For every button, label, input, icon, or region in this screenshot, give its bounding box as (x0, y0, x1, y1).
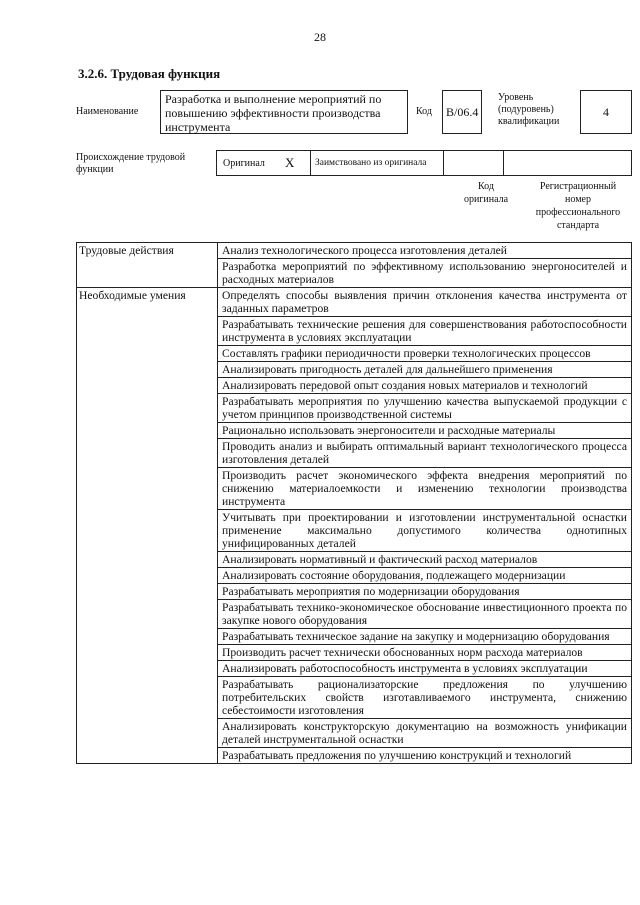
level-value: 4 (580, 90, 632, 134)
name-label: Наименование (76, 106, 139, 117)
requirement-item: Анализировать пригодность деталей для дальнейшего применения (218, 362, 632, 378)
origin-borrowed-label: Заимствовано из оригинала (315, 158, 427, 168)
origin-code-cell (444, 150, 504, 176)
requirement-item: Проводить анализ и выбирать оптимальный вариант технологического процесса изготовления деталей (218, 439, 632, 468)
table-row (77, 243, 632, 259)
category-label: Необходимые умения (77, 288, 218, 764)
section-title: 3.2.6. Трудовая функция (78, 66, 221, 81)
origin-borrowed-cell (310, 150, 444, 176)
requirement-item: Анализировать нормативный и фактический расход материалов (218, 552, 632, 568)
requirement-item: Разрабатывать мероприятия по улучшению качества выпускаемой продукции с учетом принципов производственной системы (218, 394, 632, 423)
requirement-item: Анализировать состояние оборудования, подлежащего модернизации (218, 568, 632, 584)
requirement-item: Разрабатывать рационализаторские предложения по улучшению потребительских свойств изготавливаемого инструмента, снижению себестоимости изготовления (218, 677, 632, 719)
requirement-item: Рационально использовать энергоносители и расходные материалы (218, 423, 632, 439)
level-label: Уровень (подуровень) квалификации (498, 92, 560, 127)
requirement-item: Определять способы выявления причин отклонения качества инструмента от заданных параметров (218, 288, 632, 317)
requirement-item: Разрабатывать технические решения для совершенствования работоспособности инструмента в условиях эксплуатации (218, 317, 632, 346)
requirement-item: Производить расчет технически обоснованных норм расхода материалов (218, 645, 632, 661)
origin-original-cell (216, 150, 310, 176)
requirement-item: Производить расчет экономического эффекта внедрения мероприятий по снижению материалоемкости и изменению технологии производства инструмента (218, 468, 632, 510)
origin-reg-caption: Регистрационный номер профессионального стандарта (535, 181, 621, 231)
function-header (76, 90, 636, 134)
origin-block (76, 150, 636, 230)
code-label: Код (416, 106, 432, 117)
origin-original-mark: X (285, 155, 295, 170)
page-number: 28 (314, 30, 326, 44)
table-row (77, 288, 632, 317)
origin-code-caption: Код оригинала (463, 181, 509, 205)
requirement-item: Разработка мероприятий по эффективному использованию энергоносителей и расходных материалов (218, 259, 632, 288)
origin-original-label: Оригинал (223, 158, 265, 169)
requirement-item: Разрабатывать технико-экономическое обоснование инвестиционного проекта по закупке нового оборудования (218, 600, 632, 629)
requirement-item: Анализировать конструкторскую документацию на возможность унификации деталей инструментальной оснастки (218, 719, 632, 748)
requirement-item: Учитывать при проектировании и изготовлении инструментальной оснастки применение максимально допустимого количества однотипных унифицированных деталей (218, 510, 632, 552)
requirement-item: Анализировать передовой опыт создания новых материалов и технологий (218, 378, 632, 394)
origin-label: Происхождение трудовой функции (76, 152, 186, 175)
requirement-item: Разрабатывать предложения по улучшению конструкций и технологий (218, 748, 632, 764)
requirement-item: Разрабатывать техническое задание на закупку и модернизацию оборудования (218, 629, 632, 645)
requirements-table (76, 242, 632, 764)
category-label: Трудовые действия (77, 243, 218, 288)
code-value: B/06.4 (442, 90, 482, 134)
origin-reg-cell (504, 150, 632, 176)
requirement-item: Анализировать работоспособность инструмента в условиях эксплуатации (218, 661, 632, 677)
requirement-item: Анализ технологического процесса изготовления деталей (218, 243, 632, 259)
name-value: Разработка и выполнение мероприятий по повышению эффективности производства инструмента (160, 90, 408, 134)
requirement-item: Разрабатывать мероприятия по модернизации оборудования (218, 584, 632, 600)
requirement-item: Составлять графики периодичности проверки технологических процессов (218, 346, 632, 362)
